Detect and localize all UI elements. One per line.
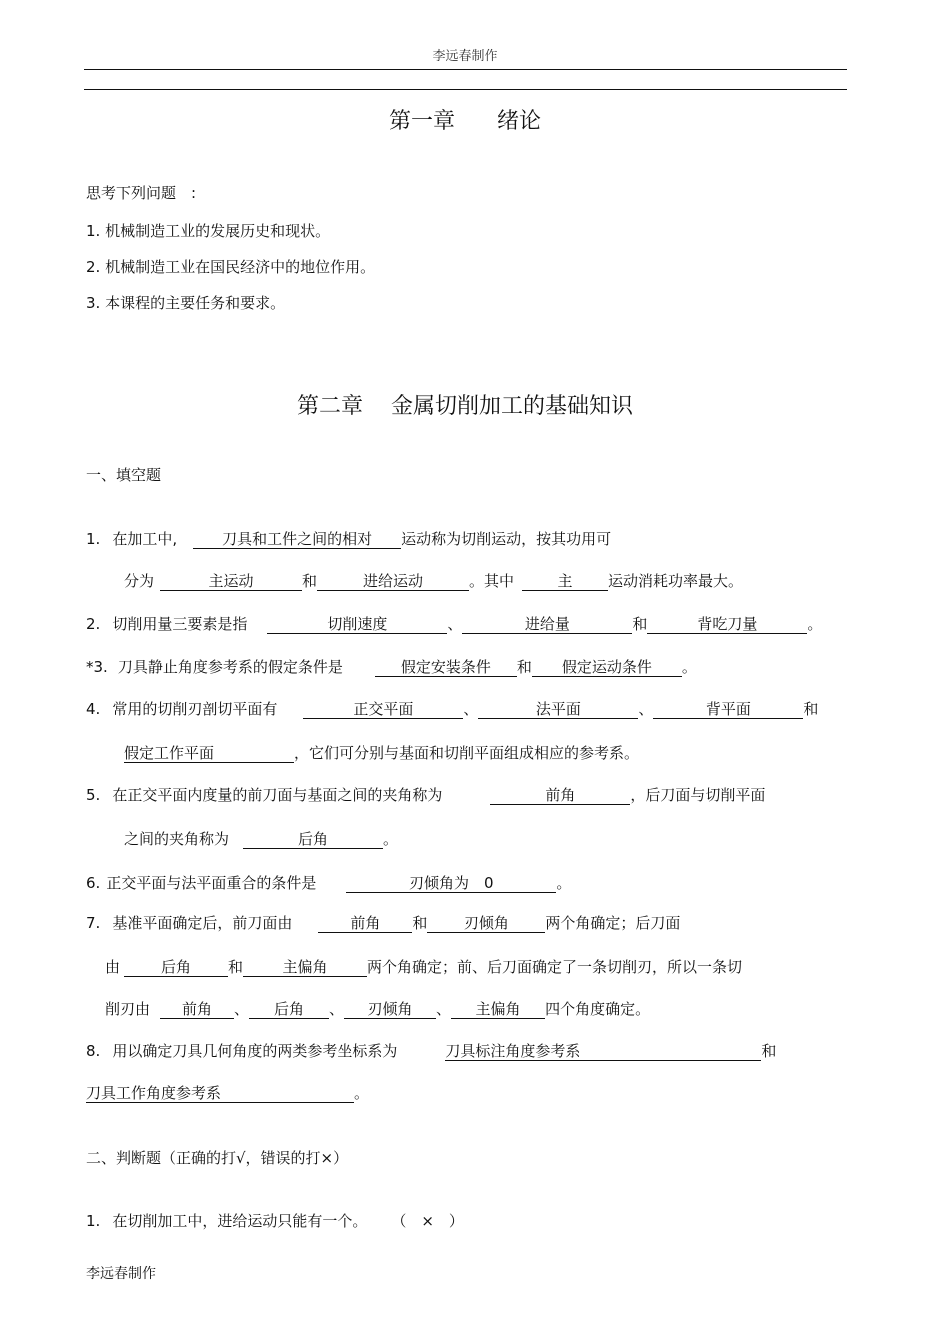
fill-question-2: 2. 切削用量三要素是指 切削速度 、 进给量 和 背吃刀量 。 <box>86 615 823 633</box>
answer-blank: 后角 <box>249 1001 329 1019</box>
answer-blank: 假定运动条件 <box>532 659 682 677</box>
answer-blank: 刀具工作角度参考系 <box>86 1085 354 1103</box>
chapter-2-name: 金属切削加工的基础知识 <box>391 394 634 419</box>
answer-blank: 前角 <box>490 787 630 805</box>
fill-question-5: 5. 在正交平面内度量的前刀面与基面之间的夹角称为 前角 ，后刀面与切削平面 <box>86 786 766 804</box>
answer-blank: 后角 <box>124 959 228 977</box>
fill-question-3: *3. 刀具静止角度参考系的假定条件是 假定安装条件 和 假定运动条件 。 <box>86 658 697 676</box>
answer-blank: 刃倾角 <box>344 1001 436 1019</box>
chapter-2-title <box>0 389 930 420</box>
answer-blank: 主偏角 <box>451 1001 545 1019</box>
fill-question-1-cont: 分为 主运动 和 进给运动 。其中 主 运动消耗功率最大。 <box>124 572 744 590</box>
answer-blank: 后角 <box>243 831 383 849</box>
fill-question-1: 1. 在加工中, 刀具和工件之间的相对 运动称为切削运动，按其功用可 <box>86 530 612 548</box>
judgment-heading: 二、判断题（正确的打√，错误的打×） <box>86 1149 349 1167</box>
judgment-question-1: 1. 在切削加工中，进给运动只能有一个。 （ × ） <box>86 1212 464 1230</box>
answer-blank: 背平面 <box>653 701 803 719</box>
chapter-1-question: 2. 机械制造工业在国民经济中的地位作用。 <box>86 258 376 276</box>
answer-blank: 法平面 <box>478 701 638 719</box>
fill-question-6: 6. 正交平面与法平面重合的条件是 刃倾角为 0 。 <box>86 874 572 892</box>
fill-question-7: 7. 基准平面确定后，前刀面由 前角 和 刃倾角 两个角确定；后刀面 <box>86 914 681 932</box>
fill-question-8-cont: 刀具工作角度参考系 。 <box>86 1084 370 1102</box>
answer-blank: 假定安装条件 <box>375 659 517 677</box>
answer-blank: 刃倾角 <box>427 915 545 933</box>
fill-question-5-cont: 之间的夹角称为 后角 。 <box>124 830 399 848</box>
chapter-2-number: 第二章 <box>296 394 363 419</box>
header-rule-bottom <box>84 89 847 90</box>
answer-blank: 切削速度 <box>267 616 447 634</box>
answer-blank: 背吃刀量 <box>647 616 807 634</box>
fill-question-8: 8. 用以确定刀具几何角度的两类参考坐标系为 刀具标注角度参考系 和 <box>86 1042 777 1060</box>
page-header-author: 李远春制作 <box>432 49 498 64</box>
header-rule-top <box>84 69 847 70</box>
chapter-1-name: 绪论 <box>497 109 542 134</box>
answer-blank: 前角 <box>160 1001 234 1019</box>
fill-question-7-cont2: 削刃由 前角 、 后角 、 刃倾角 、 主偏角 四个角度确定。 <box>105 1000 651 1018</box>
judgment-answer: （ × ） <box>391 1212 464 1230</box>
answer-blank: 主偏角 <box>243 959 367 977</box>
answer-blank: 假定工作平面 <box>124 745 294 763</box>
answer-blank: 刀具和工件之间的相对 <box>193 531 401 549</box>
answer-blank: 正交平面 <box>303 701 463 719</box>
answer-blank: 刀具标注角度参考系 <box>445 1043 761 1061</box>
fill-question-7-cont: 由 后角 和 主偏角 两个角确定；前、后刀面确定了一条切削刃，所以一条切 <box>105 958 743 976</box>
chapter-1-intro: 思考下列问题 : <box>86 184 197 202</box>
fill-in-heading: 一、填空题 <box>86 466 162 484</box>
chapter-1-question: 3. 本课程的主要任务和要求。 <box>86 294 286 312</box>
answer-blank: 进给量 <box>462 616 632 634</box>
answer-blank: 刃倾角为 0 <box>346 875 556 893</box>
answer-blank: 进给运动 <box>317 573 469 591</box>
chapter-1-title <box>0 104 930 135</box>
chapter-1-question: 1. 机械制造工业的发展历史和现状。 <box>86 222 331 240</box>
answer-blank: 前角 <box>318 915 412 933</box>
fill-question-4-cont: 假定工作平面 ，它们可分别与基面和切削平面组成相应的参考系。 <box>124 744 640 762</box>
answer-blank: 主运动 <box>160 573 302 591</box>
answer-blank: 主 <box>522 573 608 591</box>
page-footer-author: 李远春制作 <box>86 1266 156 1282</box>
fill-question-4: 4. 常用的切削刃剖切平面有 正交平面 、 法平面 、 背平面 和 <box>86 700 819 718</box>
chapter-1-number: 第一章 <box>388 109 455 134</box>
